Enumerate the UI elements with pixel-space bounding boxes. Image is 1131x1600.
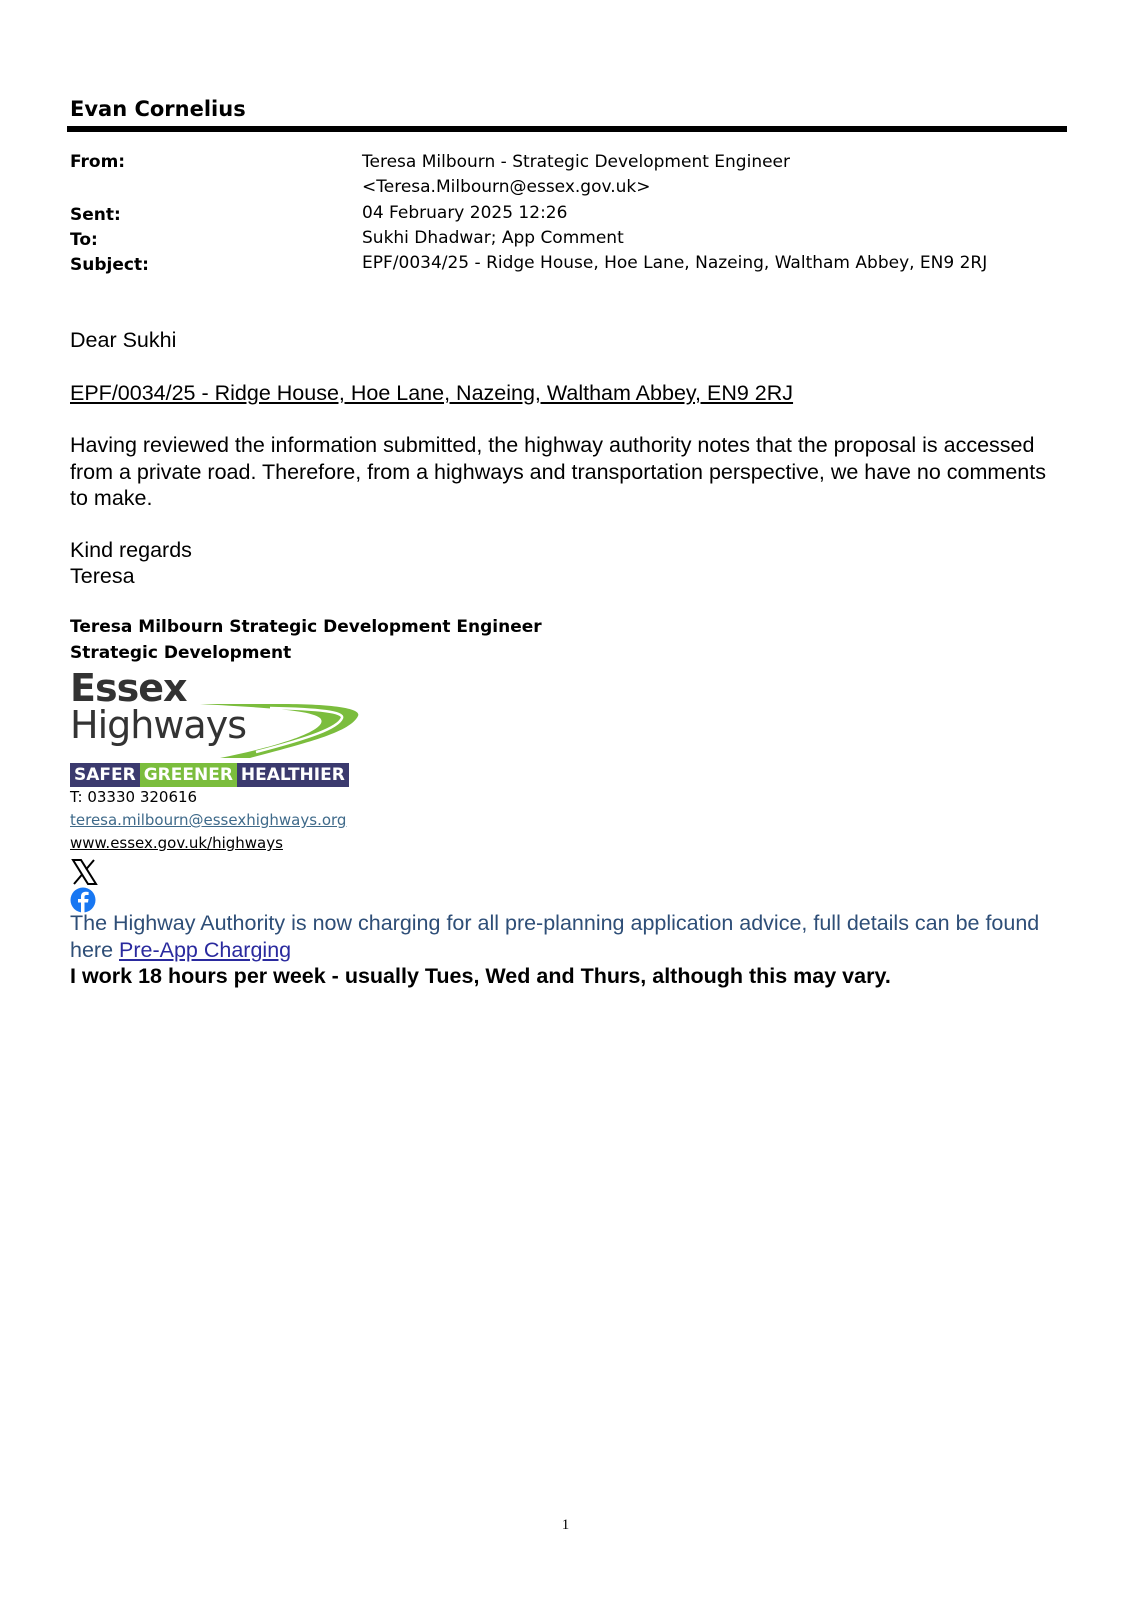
body-paragraph: Having reviewed the information submitted, the highway authority notes that the proposal is accessed from a private road. Therefore, from a highways and transportation perspective, we have no comments to make. xyxy=(70,433,1046,510)
logo-word-essex: Essex xyxy=(70,666,187,710)
mailbox-owner-name: Evan Cornelius xyxy=(70,97,246,121)
from-value xyxy=(362,150,1052,200)
signature-phone: T: 03330 320616 xyxy=(70,788,198,806)
signature-email-link[interactable]: teresa.milbourn@essexhighways.org xyxy=(70,811,347,829)
tagline-healthier: HEALTHIER xyxy=(237,763,349,787)
pre-app-charging-notice xyxy=(70,910,1060,963)
road-swoosh-icon xyxy=(160,702,370,758)
x-icon[interactable] xyxy=(70,858,98,886)
notice-text: The Highway Authority is now charging for all pre-planning application advice, full details can be found here xyxy=(70,911,1040,962)
header-divider xyxy=(67,126,1067,132)
sent-value: 04 February 2025 12:26 xyxy=(362,203,568,223)
sent-label: Sent: xyxy=(70,205,121,225)
signature-department: Strategic Development xyxy=(70,643,292,663)
from-sender-name: Teresa Milbourn - Strategic Development Engineer xyxy=(362,152,791,172)
tagline-greener: GREENER xyxy=(140,763,237,787)
work-hours-note: I work 18 hours per week - usually Tues, Wed and Thurs, although this may vary. xyxy=(70,964,891,988)
logo-word-highways: Highways xyxy=(70,703,246,747)
reference-line: EPF/0034/25 - Ridge House, Hoe Lane, Nazeing, Waltham Abbey, EN9 2RJ xyxy=(70,381,794,405)
signature-name-title: Teresa Milbourn Strategic Development Engineer xyxy=(70,617,542,637)
subject-value: EPF/0034/25 - Ridge House, Hoe Lane, Nazeing, Waltham Abbey, EN9 2RJ xyxy=(362,253,988,273)
pre-app-charging-link[interactable]: Pre-App Charging xyxy=(119,937,292,962)
logo-tagline xyxy=(70,763,349,787)
from-sender-email[interactable]: <Teresa.Milbourn@essex.gov.uk> xyxy=(362,177,651,197)
subject-label: Subject: xyxy=(70,255,149,275)
closing: Kind regards xyxy=(70,538,192,562)
page-number: 1 xyxy=(561,1517,570,1533)
to-value: Sukhi Dhadwar; App Comment xyxy=(362,228,624,248)
to-label: To: xyxy=(70,230,98,250)
signature-website-link[interactable]: www.essex.gov.uk/highways xyxy=(70,834,283,852)
tagline-safer: SAFER xyxy=(70,763,140,787)
greeting: Dear Sukhi xyxy=(70,328,177,352)
from-label: From: xyxy=(70,152,126,172)
sender-first-name: Teresa xyxy=(70,564,135,588)
essex-highways-logo xyxy=(70,668,370,788)
